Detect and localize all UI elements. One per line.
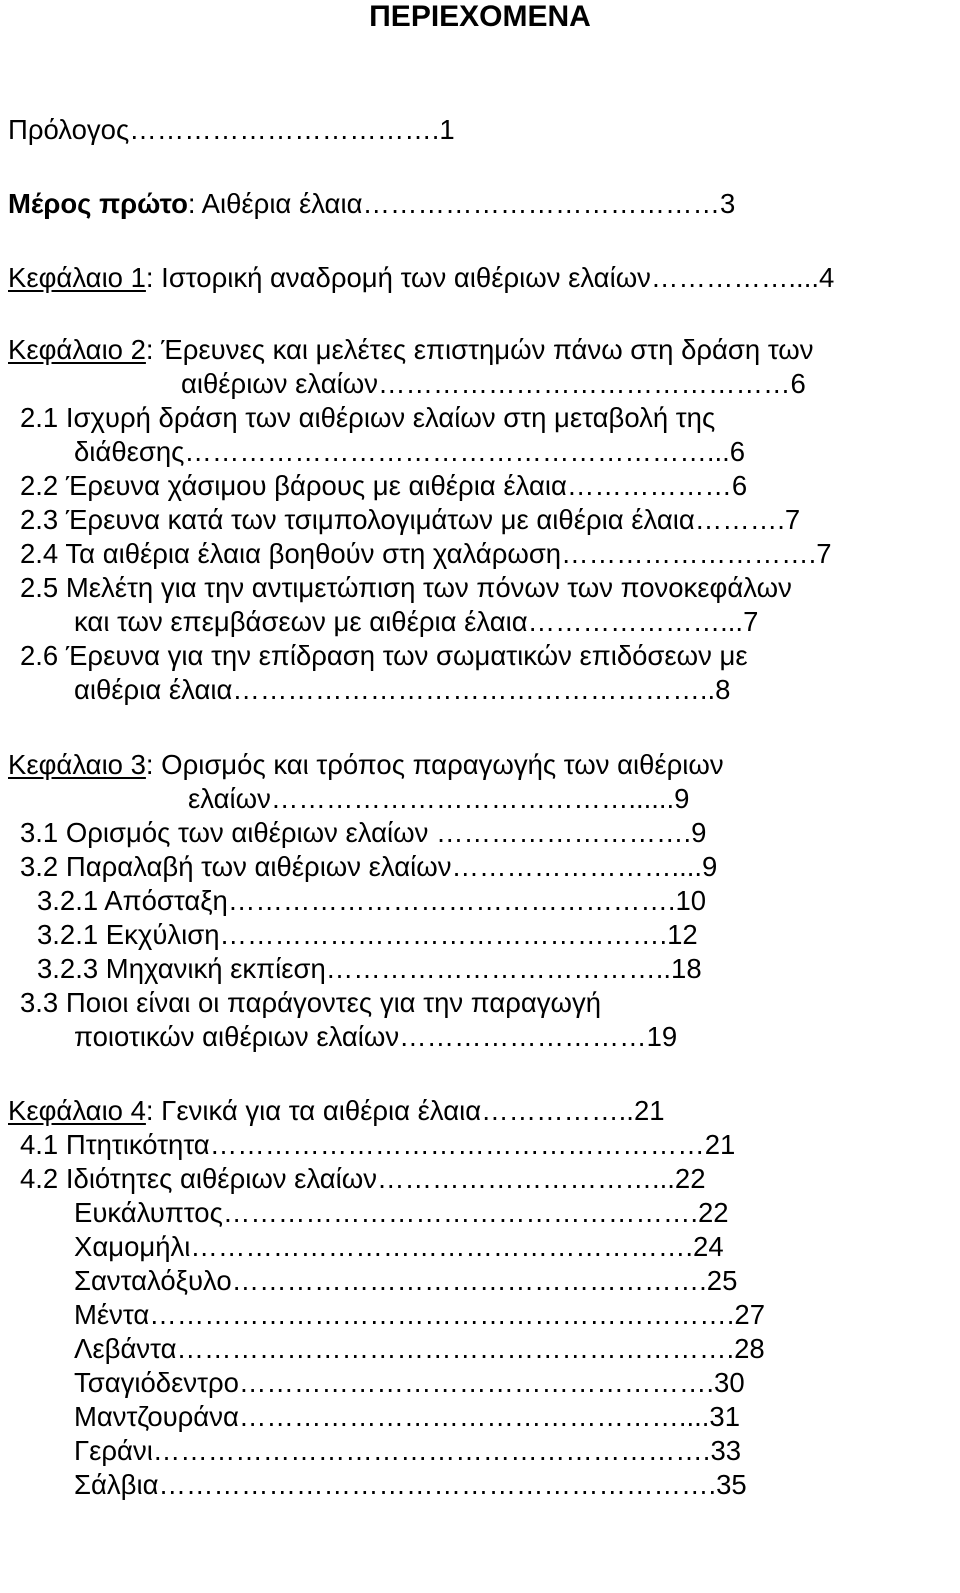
toc-item-2-3: 2.3 Έρευνα κατά των τσιμπολογιμάτων με αιθέρια έλαια……….7 <box>20 504 801 535</box>
toc-prologue: Πρόλογος…………………………….1 <box>8 114 455 145</box>
toc-item-3-1: 3.1 Ορισμός των αιθέριων ελαίων ……………………….9 <box>20 817 707 848</box>
toc-item-3-2-1-extraction: 3.2.1 Εκχύλιση………………………………………….12 <box>37 919 698 950</box>
toc-chapter-3-cont: ελαίων…………………………………......9 <box>188 783 690 814</box>
toc-part-one: Μέρος πρώτο: Αιθέρια έλαια…………………………………3 <box>8 188 736 219</box>
toc-item-3-3-cont: ποιοτικών αιθέριων ελαίων………………………19 <box>74 1021 678 1052</box>
toc-item-3-2-3: 3.2.3 Μηχανική εκπίεση………………………………..18 <box>37 953 702 984</box>
toc-oil-tea-tree: Τσαγιόδεντρο…………………………………………….30 <box>74 1367 745 1398</box>
toc-chapter-2-cont: αιθέριων ελαίων………………………………………6 <box>181 368 806 399</box>
toc-item-2-5-cont: και των επεμβάσεων με αιθέρια έλαια…………………...7 <box>74 606 759 637</box>
toc-oil-marjoram: Μαντζουράνα…………………………………………....31 <box>74 1401 740 1432</box>
toc-oil-chamomile: Χαμομήλι……………………………………………….24 <box>74 1231 724 1262</box>
toc-chapter-1: Κεφάλαιο 1: Ιστορική αναδρομή των αιθέριων ελαίων……………....4 <box>8 262 835 293</box>
toc-item-2-2: 2.2 Έρευνα χάσιμου βάρους με αιθέρια έλαια………………6 <box>20 470 748 501</box>
toc-item-2-4: 2.4 Τα αιθέρια έλαια βοηθούν στη χαλάρωση……………………….7 <box>20 538 832 569</box>
toc-item-4-2: 4.2 Ιδιότητες αιθέριων ελαίων…………………………...22 <box>20 1163 706 1194</box>
toc-item-2-1: 2.1 Ισχυρή δράση των αιθέριων ελαίων στη μεταβολή της <box>20 402 716 433</box>
page-title: ΠΕΡΙΕΧΟΜΕΝΑ <box>369 0 591 33</box>
toc-chapter-4: Κεφάλαιο 4: Γενικά για τα αιθέρια έλαια……………..21 <box>8 1095 665 1126</box>
toc-item-2-6-cont: αιθέρια έλαια……………………………………………..8 <box>74 674 731 705</box>
toc-oil-sage: Σάλβια…………………………………………………….35 <box>74 1469 747 1500</box>
toc-item-3-2-1-distillation: 3.2.1 Απόσταξη………………………………………….10 <box>37 885 707 916</box>
toc-item-2-1-cont: διάθεσης…………………………………………………...6 <box>74 436 746 467</box>
toc-oil-mint: Μέντα……………………………………………………….27 <box>74 1299 766 1330</box>
toc-item-2-5: 2.5 Μελέτη για την αντιμετώπιση των πόνων των πονοκεφάλων <box>20 572 792 603</box>
toc-oil-sandalwood: Σανταλόξυλο…………………………………………….25 <box>74 1265 738 1296</box>
toc-oil-lavender: Λεβάντα…………………………………………………….28 <box>74 1333 765 1364</box>
toc-chapter-3: Κεφάλαιο 3: Ορισμός και τρόπος παραγωγής των αιθέριων <box>8 749 724 780</box>
toc-item-4-1: 4.1 Πτητικότητα………………………………………………21 <box>20 1129 736 1160</box>
toc-item-3-2: 3.2 Παραλαβή των αιθέριων ελαίων……………………....9 <box>20 851 718 882</box>
toc-oil-eucalyptus: Ευκάλυπτος…………………………………………….22 <box>74 1197 729 1228</box>
toc-item-3-3: 3.3 Ποιοι είναι οι παράγοντες για την παραγωγή <box>20 987 602 1018</box>
toc-chapter-2: Κεφάλαιο 2: Έρευνες και μελέτες επιστημών πάνω στη δράση των <box>8 334 814 365</box>
toc-item-2-6: 2.6 Έρευνα για την επίδραση των σωματικών επιδόσεων με <box>20 640 748 671</box>
toc-oil-geranium: Γεράνι…………………………………………………….33 <box>74 1435 742 1466</box>
